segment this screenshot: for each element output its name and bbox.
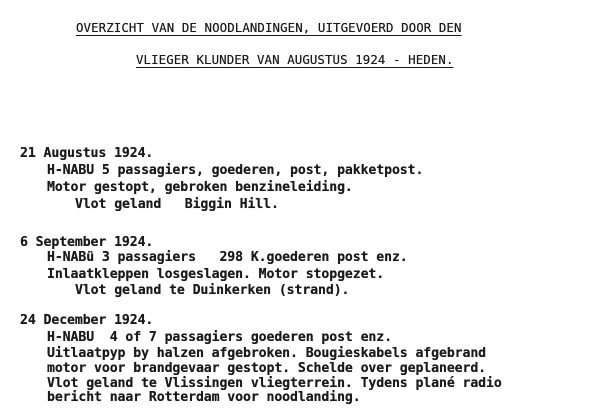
entry-3-line-4: Vlot geland te Vlissingen vliegterrein. Tydens plané radio — [47, 376, 502, 391]
document-title-line-1: OVERZICHT VAN DE NOODLANDINGEN, UITGEVOERD DOOR DEN — [76, 20, 462, 35]
entry-2-date: 6 September 1924. — [20, 235, 154, 250]
entry-3-line-2: Uitlaatpyp by halzen afgebroken. Bougieskabels afgebrand — [47, 346, 487, 361]
entry-1-line-3: Vlot geland Biggin Hill. — [75, 197, 279, 212]
entry-2-line-3: Vlot geland te Duinkerken (strand). — [75, 283, 350, 298]
entry-3-line-5: bericht naar Rotterdam voor noodlanding. — [47, 390, 361, 405]
entry-3-date: 24 December 1924. — [20, 313, 154, 328]
entry-3-line-1: H-NABU 4 of 7 passagiers goederen post enz. — [47, 330, 392, 345]
entry-1-line-1: H-NABU 5 passagiers, goederen, post, pakketpost. — [47, 163, 424, 178]
document-title-line-2: VLIEGER KLUNDER VAN AUGUSTUS 1924 - HEDEN. — [136, 52, 454, 67]
entry-2-line-1: H-NABü 3 passagiers 298 K.goederen post enz. — [47, 250, 408, 265]
entry-1-line-2: Motor gestopt, gebroken benzineleiding. — [47, 180, 353, 195]
entry-2-line-2: Inlaatkleppen losgeslagen. Motor stopgezet. — [47, 267, 385, 282]
entry-3-line-3: motor voor brandgevaar gestopt. Schelde over geplaneerd. — [47, 361, 487, 376]
entry-1-date: 21 Augustus 1924. — [20, 146, 154, 161]
